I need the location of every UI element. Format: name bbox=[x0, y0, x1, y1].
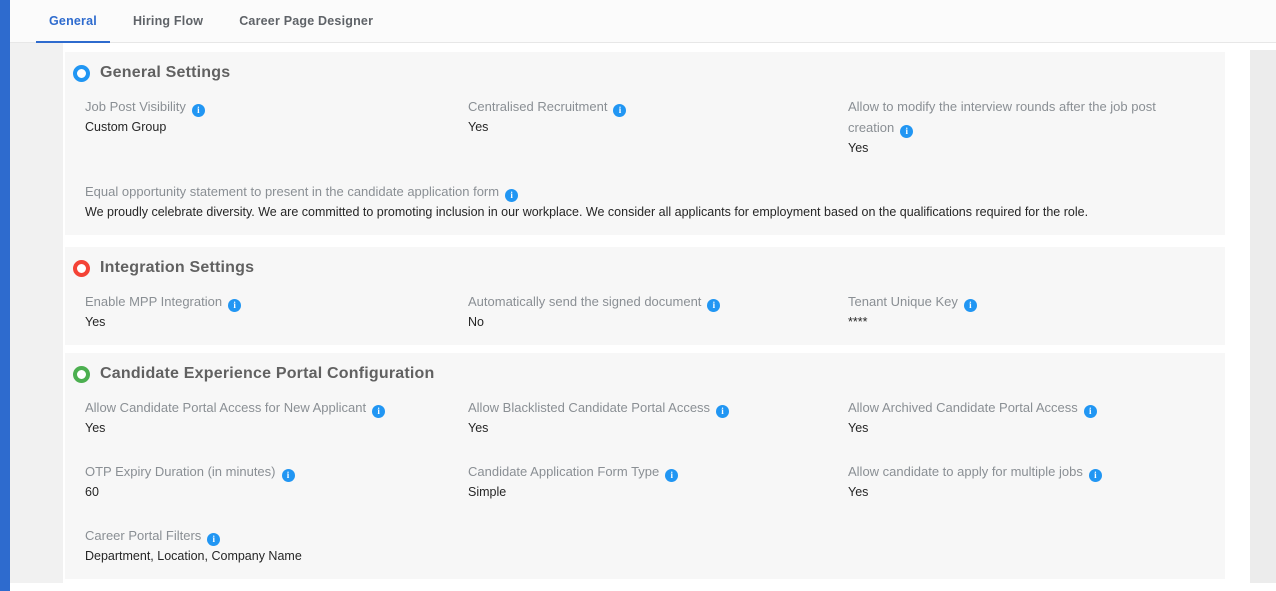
field-value: Yes bbox=[848, 141, 869, 155]
field-label: Allow Blacklisted Candidate Portal Access bbox=[468, 400, 711, 415]
info-icon[interactable]: i bbox=[964, 299, 977, 312]
field-value: Custom Group bbox=[85, 120, 167, 134]
field-value: Yes bbox=[85, 315, 106, 329]
section-candidate-experience-portal bbox=[65, 353, 1225, 579]
left-gutter bbox=[10, 43, 63, 583]
field-job-post-visibility bbox=[85, 96, 468, 159]
section-fields bbox=[85, 291, 1205, 333]
field-label: OTP Expiry Duration (in minutes) bbox=[85, 464, 276, 479]
info-icon[interactable]: i bbox=[613, 104, 626, 117]
field-label: Allow to modify the interview rounds after the job post creation bbox=[848, 99, 1156, 135]
field-label: Allow Archived Candidate Portal Access bbox=[848, 400, 1078, 415]
field-equal-opportunity-statement bbox=[85, 181, 1205, 223]
section-fields bbox=[85, 96, 1205, 223]
section-fields bbox=[85, 397, 1205, 567]
field-value: We proudly celebrate diversity. We are committed to promoting inclusion in our workplace. We consider all applicants for employment based on the qualifications required for the role. bbox=[85, 205, 1089, 219]
info-icon[interactable]: i bbox=[192, 104, 205, 117]
field-value: Yes bbox=[468, 120, 489, 134]
settings-content-area bbox=[10, 43, 1276, 591]
info-icon[interactable]: i bbox=[900, 125, 913, 138]
field-centralised-recruitment bbox=[468, 96, 848, 159]
info-icon[interactable]: i bbox=[207, 533, 220, 546]
section-title: Candidate Experience Portal Configuration bbox=[100, 365, 435, 382]
info-icon[interactable]: i bbox=[665, 469, 678, 482]
field-career-portal-filters bbox=[85, 525, 468, 567]
field-value: No bbox=[468, 315, 484, 329]
field-enable-mpp-integration bbox=[85, 291, 468, 333]
field-modify-interview-rounds bbox=[848, 96, 1205, 159]
section-title: Integration Settings bbox=[100, 259, 255, 276]
field-application-form-type bbox=[468, 461, 848, 503]
fields-row bbox=[85, 397, 1205, 439]
tab-hiring-flow[interactable]: Hiring Flow bbox=[132, 14, 204, 28]
field-label: Allow Candidate Portal Access for New Applicant bbox=[85, 400, 367, 415]
field-label: Career Portal Filters bbox=[85, 528, 202, 543]
section-header bbox=[73, 60, 1205, 86]
section-ring-icon bbox=[73, 260, 90, 277]
field-label: Automatically send the signed document bbox=[468, 294, 702, 309]
field-value: **** bbox=[848, 315, 868, 329]
fields-row bbox=[85, 181, 1205, 223]
fields-row bbox=[85, 96, 1205, 159]
section-general-settings bbox=[65, 52, 1225, 235]
field-archived-portal-access bbox=[848, 397, 1205, 439]
field-apply-multiple-jobs bbox=[848, 461, 1205, 503]
section-ring-icon bbox=[73, 65, 90, 82]
info-icon[interactable]: i bbox=[707, 299, 720, 312]
field-value: 60 bbox=[85, 485, 99, 499]
section-header bbox=[73, 255, 1205, 281]
field-value: Yes bbox=[468, 421, 489, 435]
field-value: Yes bbox=[848, 485, 869, 499]
field-blacklisted-portal-access bbox=[468, 397, 848, 439]
field-label: Candidate Application Form Type bbox=[468, 464, 660, 479]
fields-row bbox=[85, 291, 1205, 333]
section-title: General Settings bbox=[100, 64, 231, 81]
field-label: Allow candidate to apply for multiple jobs bbox=[848, 464, 1083, 479]
field-portal-access-new-applicant bbox=[85, 397, 468, 439]
left-accent-stripe bbox=[0, 0, 10, 591]
field-value: Yes bbox=[848, 421, 869, 435]
tab-career-page-designer[interactable]: Career Page Designer bbox=[239, 14, 374, 28]
info-icon[interactable]: i bbox=[372, 405, 385, 418]
field-value: Simple bbox=[468, 485, 507, 499]
field-tenant-unique-key bbox=[848, 291, 1205, 333]
info-icon[interactable]: i bbox=[1089, 469, 1102, 482]
info-icon[interactable]: i bbox=[716, 405, 729, 418]
info-icon[interactable]: i bbox=[505, 189, 518, 202]
field-label: Tenant Unique Key bbox=[848, 294, 958, 309]
info-icon[interactable]: i bbox=[1084, 405, 1097, 418]
field-otp-expiry-duration bbox=[85, 461, 468, 503]
field-label: Job Post Visibility bbox=[85, 99, 186, 114]
field-label: Enable MPP Integration bbox=[85, 294, 223, 309]
field-value: Department, Location, Company Name bbox=[85, 549, 302, 563]
fields-row bbox=[85, 525, 1205, 567]
field-label: Equal opportunity statement to present in the candidate application form bbox=[85, 184, 500, 199]
fields-row bbox=[85, 461, 1205, 503]
field-value: Yes bbox=[85, 421, 106, 435]
section-ring-icon bbox=[73, 366, 90, 383]
section-header bbox=[73, 361, 1205, 387]
right-gutter bbox=[1250, 50, 1276, 583]
field-auto-send-signed-document bbox=[468, 291, 848, 333]
settings-sections bbox=[65, 52, 1225, 591]
section-integration-settings bbox=[65, 247, 1225, 345]
tab-general[interactable]: General bbox=[36, 0, 110, 43]
field-label: Centralised Recruitment bbox=[468, 99, 608, 114]
settings-tabbar bbox=[10, 0, 1276, 43]
info-icon[interactable]: i bbox=[282, 469, 295, 482]
info-icon[interactable]: i bbox=[228, 299, 241, 312]
